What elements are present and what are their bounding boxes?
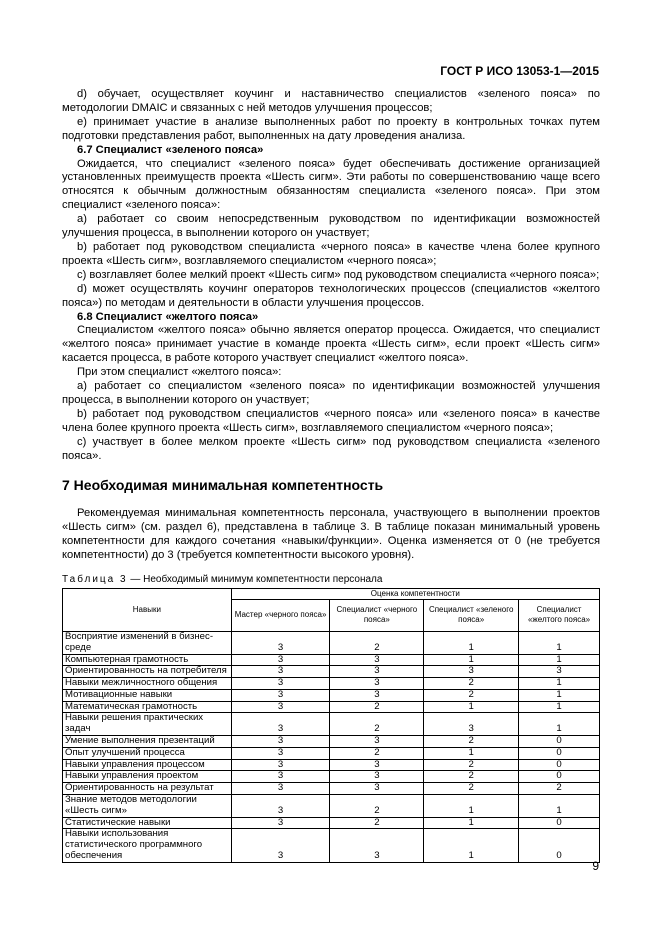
section-title: 7 Необходимая минимальная компетентность — [62, 477, 384, 494]
score-cell: 3 — [231, 783, 330, 795]
paragraph: d) обучает, осуществляет коучинг и наставничество специалистов «зеленого пояса» по методологии DMAIC и связанных с ней методов улучшения процессов; — [62, 88, 600, 114]
header-group: Оценка компетентности — [231, 588, 599, 599]
header-col: Мастер «черного пояса» — [231, 599, 330, 631]
skill-cell: Умение выполнения презентаций — [63, 736, 232, 748]
score-cell: 3 — [330, 736, 424, 748]
score-cell: 3 — [330, 783, 424, 795]
table-row — [63, 817, 600, 829]
paragraph: Рекомендуемая минимальная компетентность персонала, участвующего в выполнении проектов «Шесть сигм» (см. раздел 6), представлена в таблице 3. В таблице показан минимальный уровень компетентности для каждого сочетания «навыки/функции». Оценка изменяется от 0 (не требуется компетентности) до 3 (требуется компетентности высокого уровня). — [62, 507, 600, 562]
skill-cell: Навыки решения практических задач — [63, 713, 232, 736]
table-row — [63, 736, 600, 748]
table-row — [63, 759, 600, 771]
score-cell: 1 — [424, 829, 519, 862]
score-cell: 0 — [519, 747, 600, 759]
paragraph: Специалистом «желтого пояса» обычно является оператор процесса. Ожидается, что специалист «желтого пояса» принимает участие в команде проекта «Шесть сигм», если проект «Шесть сигм» касается процесса, в работе которого участвует специалист «желтого пояса». — [62, 324, 600, 365]
skill-cell: Навыки межличностного общения — [63, 678, 232, 690]
score-cell: 3 — [231, 713, 330, 736]
table-row — [63, 795, 600, 818]
score-cell: 1 — [424, 701, 519, 713]
score-cell: 3 — [424, 713, 519, 736]
score-cell: 3 — [231, 747, 330, 759]
score-cell: 2 — [424, 689, 519, 701]
score-cell: 3 — [231, 701, 330, 713]
table-row — [63, 713, 600, 736]
score-cell: 2 — [424, 771, 519, 783]
score-cell: 1 — [519, 631, 600, 654]
header-col: Специалист «желтого пояса» — [519, 599, 600, 631]
score-cell: 0 — [519, 759, 600, 771]
table-caption-text: — Необходимый минимум компетентности персонала — [127, 574, 383, 585]
page-number: 9 — [592, 859, 599, 873]
score-cell: 2 — [424, 736, 519, 748]
score-cell: 3 — [231, 689, 330, 701]
score-cell: 3 — [519, 666, 600, 678]
score-cell: 3 — [231, 666, 330, 678]
score-cell: 2 — [424, 759, 519, 771]
score-cell: 3 — [231, 759, 330, 771]
score-cell: 3 — [231, 795, 330, 818]
table-row — [63, 747, 600, 759]
score-cell: 3 — [330, 829, 424, 862]
paragraph: b) работает под руководством специалиста «черного пояса» в качестве члена более крупного проекта «Шесть сигм», возглавляемого специалистом «черного пояса»; — [62, 240, 600, 267]
table-row — [63, 678, 600, 690]
score-cell: 1 — [519, 701, 600, 713]
competence-table — [62, 588, 600, 863]
table-row — [63, 771, 600, 783]
table-row — [63, 783, 600, 795]
score-cell: 0 — [519, 817, 600, 829]
score-cell: 0 — [519, 829, 600, 862]
score-cell: 2 — [330, 747, 424, 759]
table-row — [63, 666, 600, 678]
skill-cell: Компьютерная грамотность — [63, 654, 232, 666]
score-cell: 1 — [519, 678, 600, 690]
document-header: ГОСТ Р ИСО 13053-1—2015 — [440, 64, 599, 78]
skill-cell: Математическая грамотность — [63, 701, 232, 713]
score-cell: 2 — [330, 631, 424, 654]
score-cell: 3 — [330, 771, 424, 783]
skill-cell: Знание методов методологии «Шесть сигм» — [63, 795, 232, 818]
score-cell: 3 — [330, 654, 424, 666]
paragraph: c) участвует в более мелком проекте «Шесть сигм» под руководством специалиста «зеленого пояса». — [62, 435, 600, 462]
score-cell: 3 — [231, 678, 330, 690]
paragraph: b) работает под руководством специалистов «черного пояса» или «зеленого пояса» в качестве члена более крупного проекта «Шесть сигм», возглавляемого специалистом «черного пояса»; — [62, 407, 600, 434]
score-cell: 1 — [519, 795, 600, 818]
score-cell: 3 — [330, 689, 424, 701]
score-cell: 2 — [330, 713, 424, 736]
paragraph: a) работает со своим непосредственным руководством по идентификации возможностей улучшения процесса, в выполнении которого он участвует; — [62, 213, 600, 240]
table-caption-label: Таблица 3 — [62, 574, 128, 585]
skill-cell: Восприятие изменений в бизнес-среде — [63, 631, 232, 654]
score-cell: 1 — [424, 654, 519, 666]
score-cell: 2 — [330, 795, 424, 818]
table-row — [63, 829, 600, 862]
score-cell: 1 — [519, 654, 600, 666]
subsection-title: 6.8 Специалист «желтого пояса» — [77, 310, 259, 323]
skill-cell: Мотивационные навыки — [63, 689, 232, 701]
skill-cell: Навыки управления проектом — [63, 771, 232, 783]
score-cell: 2 — [519, 783, 600, 795]
header-col: Специалист «черного пояса» — [330, 599, 424, 631]
table-row — [63, 654, 600, 666]
header-skills: Навыки — [63, 588, 232, 631]
score-cell: 2 — [424, 783, 519, 795]
score-cell: 3 — [231, 654, 330, 666]
skill-cell: Опыт улучшений процесса — [63, 747, 232, 759]
table-row — [63, 701, 600, 713]
score-cell: 3 — [424, 666, 519, 678]
skill-cell: Ориентированность на результат — [63, 783, 232, 795]
table-caption — [62, 573, 600, 587]
skill-cell: Ориентированность на потребителя — [63, 666, 232, 678]
score-cell: 2 — [424, 678, 519, 690]
score-cell: 3 — [231, 829, 330, 862]
paragraph: При этом специалист «желтого пояса»: — [77, 366, 282, 379]
score-cell: 1 — [424, 631, 519, 654]
score-cell: 3 — [330, 666, 424, 678]
score-cell: 3 — [231, 736, 330, 748]
score-cell: 0 — [519, 736, 600, 748]
table-row — [63, 631, 600, 654]
header-col: Специалист «зеленого пояса» — [424, 599, 519, 631]
score-cell: 3 — [231, 771, 330, 783]
score-cell: 3 — [330, 759, 424, 771]
skill-cell: Навыки управления процессом — [63, 759, 232, 771]
score-cell: 2 — [330, 701, 424, 713]
paragraph: c) возглавляет более мелкий проект «Шесть сигм» под руководством специалиста «черного пояса»; — [77, 268, 600, 281]
skill-cell: Статистические навыки — [63, 817, 232, 829]
paragraph: e) принимает участие в анализе выполненных работ по проекту в контрольных точках путем подготовки представления работ, выполненных на дату лроведения анализа. — [62, 115, 600, 142]
score-cell: 0 — [519, 771, 600, 783]
score-cell: 3 — [330, 678, 424, 690]
score-cell: 1 — [424, 747, 519, 759]
subsection-title: 6.7 Специалист «зеленого пояса» — [77, 143, 264, 156]
score-cell: 1 — [424, 795, 519, 818]
page-body — [62, 88, 600, 863]
score-cell: 3 — [231, 817, 330, 829]
score-cell: 1 — [519, 713, 600, 736]
score-cell: 1 — [424, 817, 519, 829]
skill-cell: Навыки использования статистического программного обеспечения — [63, 829, 232, 862]
paragraph: Ожидается, что специалист «зеленого пояса» будет обеспечивать достижение организацией установленных преимуществ проекта «Шесть сигм». Эти работы по совершенствованию чаще всего относятся к обычным должностным обязанностям специалиста «зеленого пояса». При этом специалист «зеленого пояса»: — [62, 157, 600, 212]
score-cell: 2 — [330, 817, 424, 829]
score-cell: 3 — [231, 631, 330, 654]
score-cell: 1 — [519, 689, 600, 701]
paragraph: d) может осуществлять коучинг операторов технологических процессов (специалистов «желтого пояса») по методам и деятельности в области улучшения процессов. — [62, 282, 600, 309]
paragraph: a) работает со специалистом «зеленого пояса» по идентификации возможностей улучшения процесса, в выполнении которого он участвует; — [62, 380, 600, 406]
table-row — [63, 689, 600, 701]
